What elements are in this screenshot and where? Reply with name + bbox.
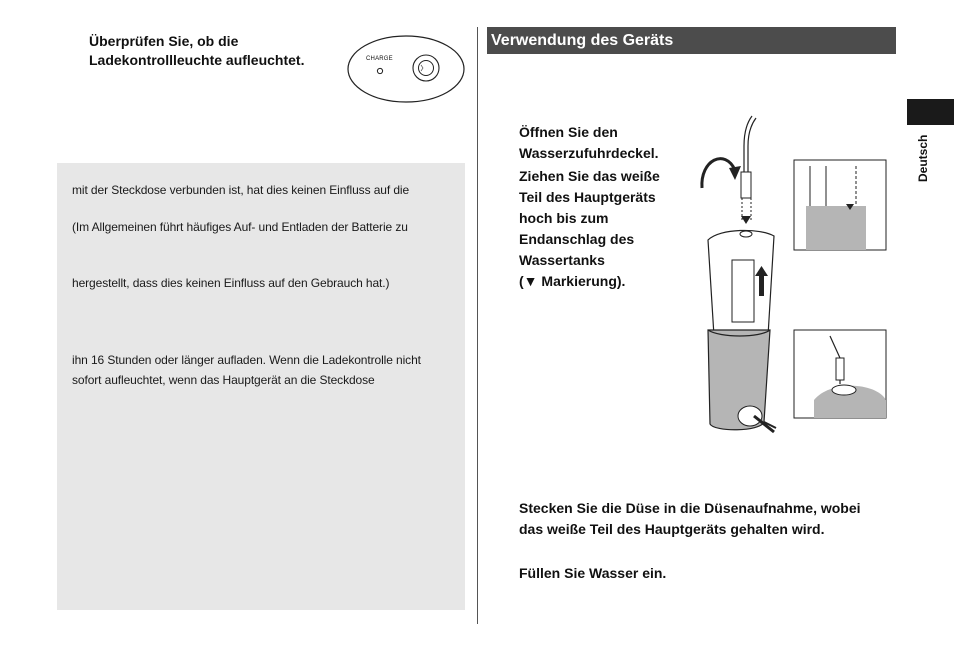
column-divider bbox=[477, 27, 478, 624]
step-line: Öffnen Sie den bbox=[519, 124, 618, 140]
step-line: (▼ Markierung). bbox=[519, 273, 626, 289]
step-line: Wasserzufuhrdeckel. bbox=[519, 145, 659, 161]
note-line: sofort aufleuchtet, wenn das Hauptgerät an die Steckdose bbox=[72, 373, 375, 387]
charge-label: CHARGE bbox=[366, 56, 393, 62]
device-illustration bbox=[680, 110, 892, 455]
note-line: mit der Steckdose verbunden ist, hat dies keinen Einfluss auf die bbox=[72, 183, 410, 197]
step-insert-nozzle bbox=[519, 498, 861, 540]
step-line: Endanschlag des bbox=[519, 231, 635, 247]
charge-indicator-illustration bbox=[347, 35, 465, 103]
language-tab-marker bbox=[907, 99, 954, 125]
note-line: ihn 16 Stunden oder länger aufladen. Wenn die Ladekontrolle nicht bbox=[72, 353, 421, 367]
language-label: Deutsch bbox=[916, 134, 930, 182]
step-line: Stecken Sie die Düse in die Düsenaufnahme, wobei bbox=[519, 500, 861, 516]
step-line: Ziehen Sie das weiße bbox=[519, 168, 660, 184]
note-line: (Im Allgemeinen führt häufiges Auf- und Entladen der Batterie zu bbox=[72, 220, 408, 234]
instruction-line: Ladekontrollleuchte aufleuchtet. bbox=[89, 52, 305, 68]
note-line: hergestellt, dass dies keinen Einfluss auf den Gebrauch hat.) bbox=[72, 276, 390, 290]
section-title: Verwendung des Geräts bbox=[487, 27, 896, 54]
step-pull-up bbox=[519, 166, 660, 292]
step-line: das weiße Teil des Hauptgeräts gehalten wird. bbox=[519, 521, 825, 537]
step-line: Wassertanks bbox=[519, 252, 605, 268]
charge-lamp-icon bbox=[377, 68, 382, 73]
step-line: hoch bis zum bbox=[519, 210, 609, 226]
step-open-cover bbox=[519, 122, 659, 164]
step-line: Teil des Hauptgeräts bbox=[519, 189, 656, 205]
instruction-line: Überprüfen Sie, ob die bbox=[89, 33, 239, 49]
curved-arrow-icon bbox=[729, 166, 741, 180]
step-fill-water: Füllen Sie Wasser ein. bbox=[519, 565, 667, 581]
charge-check-instruction bbox=[89, 32, 304, 70]
